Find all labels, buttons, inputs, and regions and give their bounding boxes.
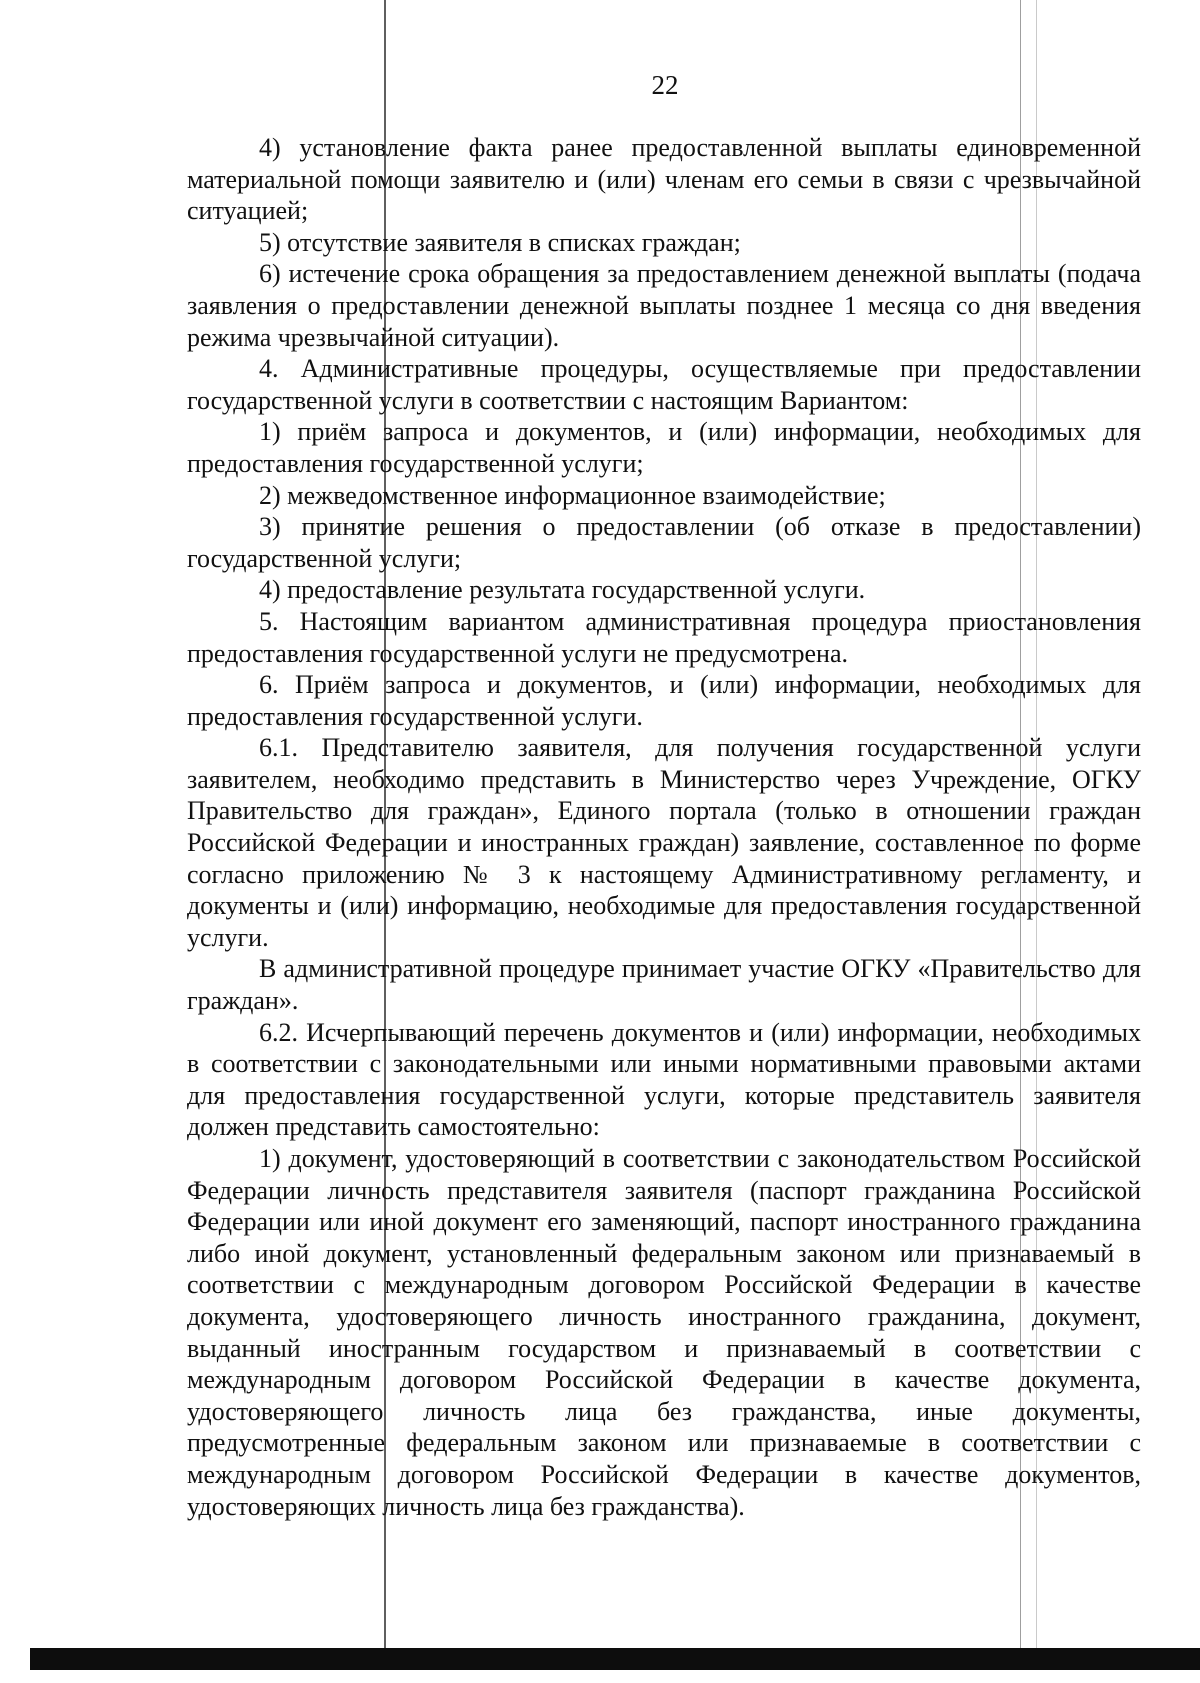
page-number: 22 — [651, 70, 679, 100]
paragraph: 1) документ, удостоверяющий в соответствии с законодательством Российской Федерации личность представителя заявителя (паспорт гражданина Российской Федерации или иной документ его заменяющий, паспорт иностранного гражданина либо иной документ, установленный федеральным законом или признаваемый в соответствии с международным договором Российской Федерации в качестве документа, удостоверяющего личность иностранного гражданина, документ, выданный иностранным государством и признаваемый в соответствии с международным договором Российской Федерации в качестве документа, удостоверяющего личность лица без гражданства, иные документы, предусмотренные федеральным законом или признаваемые в соответствии с международным договором Российской Федерации в качестве документов, удостоверяющих личность лица без гражданства). — [187, 1144, 1141, 1521]
document-body — [187, 132, 1141, 1522]
paragraph: 3) принятие решения о предоставлении (об отказе в предоставлении) государственной услуги; — [187, 512, 1141, 573]
paragraph: 1) приём запроса и документов, и (или) информации, необходимых для предоставления государственной услуги; — [187, 417, 1141, 478]
paragraph: 5) отсутствие заявителя в списках граждан; — [259, 227, 741, 257]
paragraph: 4) предоставление результата государственной услуги. — [259, 575, 866, 605]
paragraph: 5. Настоящим вариантом административная процедура приостановления предоставления государственной услуги не предусмотрена. — [187, 606, 1141, 668]
scan-bottom-edge — [30, 1648, 1200, 1670]
paragraph: 6.1. Представителю заявителя, для получения государственной услуги заявителем, необходимо представить в Министерство через Учреждение, ОГКУ Правительство для граждан», Единого портала (только в отношении граждан Российской Федерации и иностранных граждан) заявление, составленное по форме согласно приложению № 3 к настоящему Административному регламенту, и документы и (или) информацию, необходимые для предоставления государственной услуги. — [187, 733, 1141, 952]
paragraph: 4) установление факта ранее предоставленной выплаты единовременной материальной помощи заявителю и (или) членам его семьи в связи с чрезвычайной ситуацией; — [187, 133, 1141, 226]
paragraph: В административной процедуре принимает участие ОГКУ «Правительство для граждан». — [187, 954, 1141, 1016]
paragraph: 4. Административные процедуры, осуществляемые при предоставлении государственной услуги в соответствии с настоящим Вариантом: — [187, 354, 1141, 415]
paragraph: 2) межведомственное информационное взаимодействие; — [259, 480, 886, 510]
paragraph: 6.2. Исчерпывающий перечень документов и (или) информации, необходимых в соответствии с законодательными или иными нормативными правовыми актами для предоставления государственной услуги, которые представитель заявителя должен представить самостоятельно: — [187, 1017, 1141, 1142]
paragraph: 6) истечение срока обращения за предоставлением денежной выплаты (подача заявления о предоставлении денежной выплаты позднее 1 месяца со дня введения режима чрезвычайной ситуации). — [187, 259, 1141, 352]
paragraph: 6. Приём запроса и документов, и (или) информации, необходимых для предоставления государственной услуги. — [187, 670, 1141, 731]
